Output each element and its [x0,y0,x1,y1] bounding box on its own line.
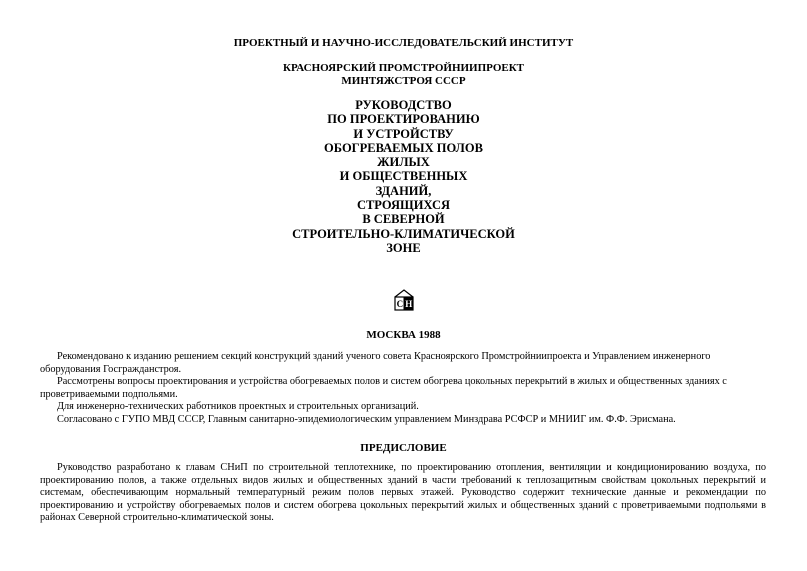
title-line: СТРОИТЕЛЬНО-КЛИМАТИЧЕСКОЙ [292,226,515,241]
title-line: ЗОНЕ [386,240,421,255]
intro-paragraph: Рекомендовано к изданию решением секций конструкций зданий ученого совета Красноярского Промстройниипроекта и Управлением инженерного оборудования Госгражданстроя. [40,351,711,375]
title-line: И УСТРОЙСТВУ [353,126,454,141]
organization-block [0,62,807,88]
organization-line: МИНТЯЖСТРОЯ СССР [341,75,466,87]
snip-logo-graphic [392,288,416,312]
preface-heading: ПРЕДИСЛОВИЕ [360,442,447,454]
title-line: ПО ПРОЕКТИРОВАНИЮ [327,112,480,127]
snip-logo-icon [392,288,416,312]
title-line: В СЕВЕРНОЙ [362,212,445,227]
intro-paragraph: Согласовано с ГУПО МВД СССР, Главным санитарно-эпидемиологическим управлением Минздрава РСФСР и МНИИГ им. Ф.Ф. Эрисмана. [57,413,676,425]
document-title [0,98,807,255]
preface-paragraph: Руководство разработано к главам СНиП по строительной теплотехнике, по проектированию отопления, вентиляции и кондиционированию воздуха, по проектированию полов, а также отдельных видов жилых и общественных зданий в части требований к теплозащитным свойствам цокольных перекрытий и системам, обеспечивающим нормальный температурный режим полов первых этажей. Руководство содержит технические данные и рекомендации по проектированию и устройству обогреваемых полов и систем обогрева цокольных перекрытий жилых и общественных зданий с проветриваемыми подпольями в районах Северной строительно-климатической зоны. [40,462,766,524]
preface-body [40,462,766,525]
publication-place-year: МОСКВА 1988 [366,329,441,341]
intro-notes [40,351,766,427]
organization-line: КРАСНОЯРСКИЙ ПРОМСТРОЙНИИПРОЕКТ [282,62,525,74]
intro-paragraph: Для инженерно-технических работников проектных и строительных организаций. [57,401,419,413]
svg-text:С: С [396,299,404,309]
intro-paragraph: Рассмотрены вопросы проектирования и устройства обогреваемых полов и систем обогрева цокольных перекрытий в жилых и общественных зданиях с проветриваемыми подпольями. [40,376,727,400]
title-line: РУКОВОДСТВО [355,98,452,112]
title-line: СТРОЯЩИХСЯ [356,198,451,213]
title-line: ЗДАНИЙ, [375,183,432,198]
institute-name: ПРОЕКТНЫЙ И НАУЧНО-ИССЛЕДОВАТЕЛЬСКИЙ ИНСТИТУТ [233,37,574,49]
title-line: И ОБЩЕСТВЕННЫХ [339,169,468,184]
svg-text:Н: Н [405,299,413,309]
title-line: ЖИЛЫХ [377,155,430,170]
title-line: ОБОГРЕВАЕМЫХ ПОЛОВ [324,140,483,155]
